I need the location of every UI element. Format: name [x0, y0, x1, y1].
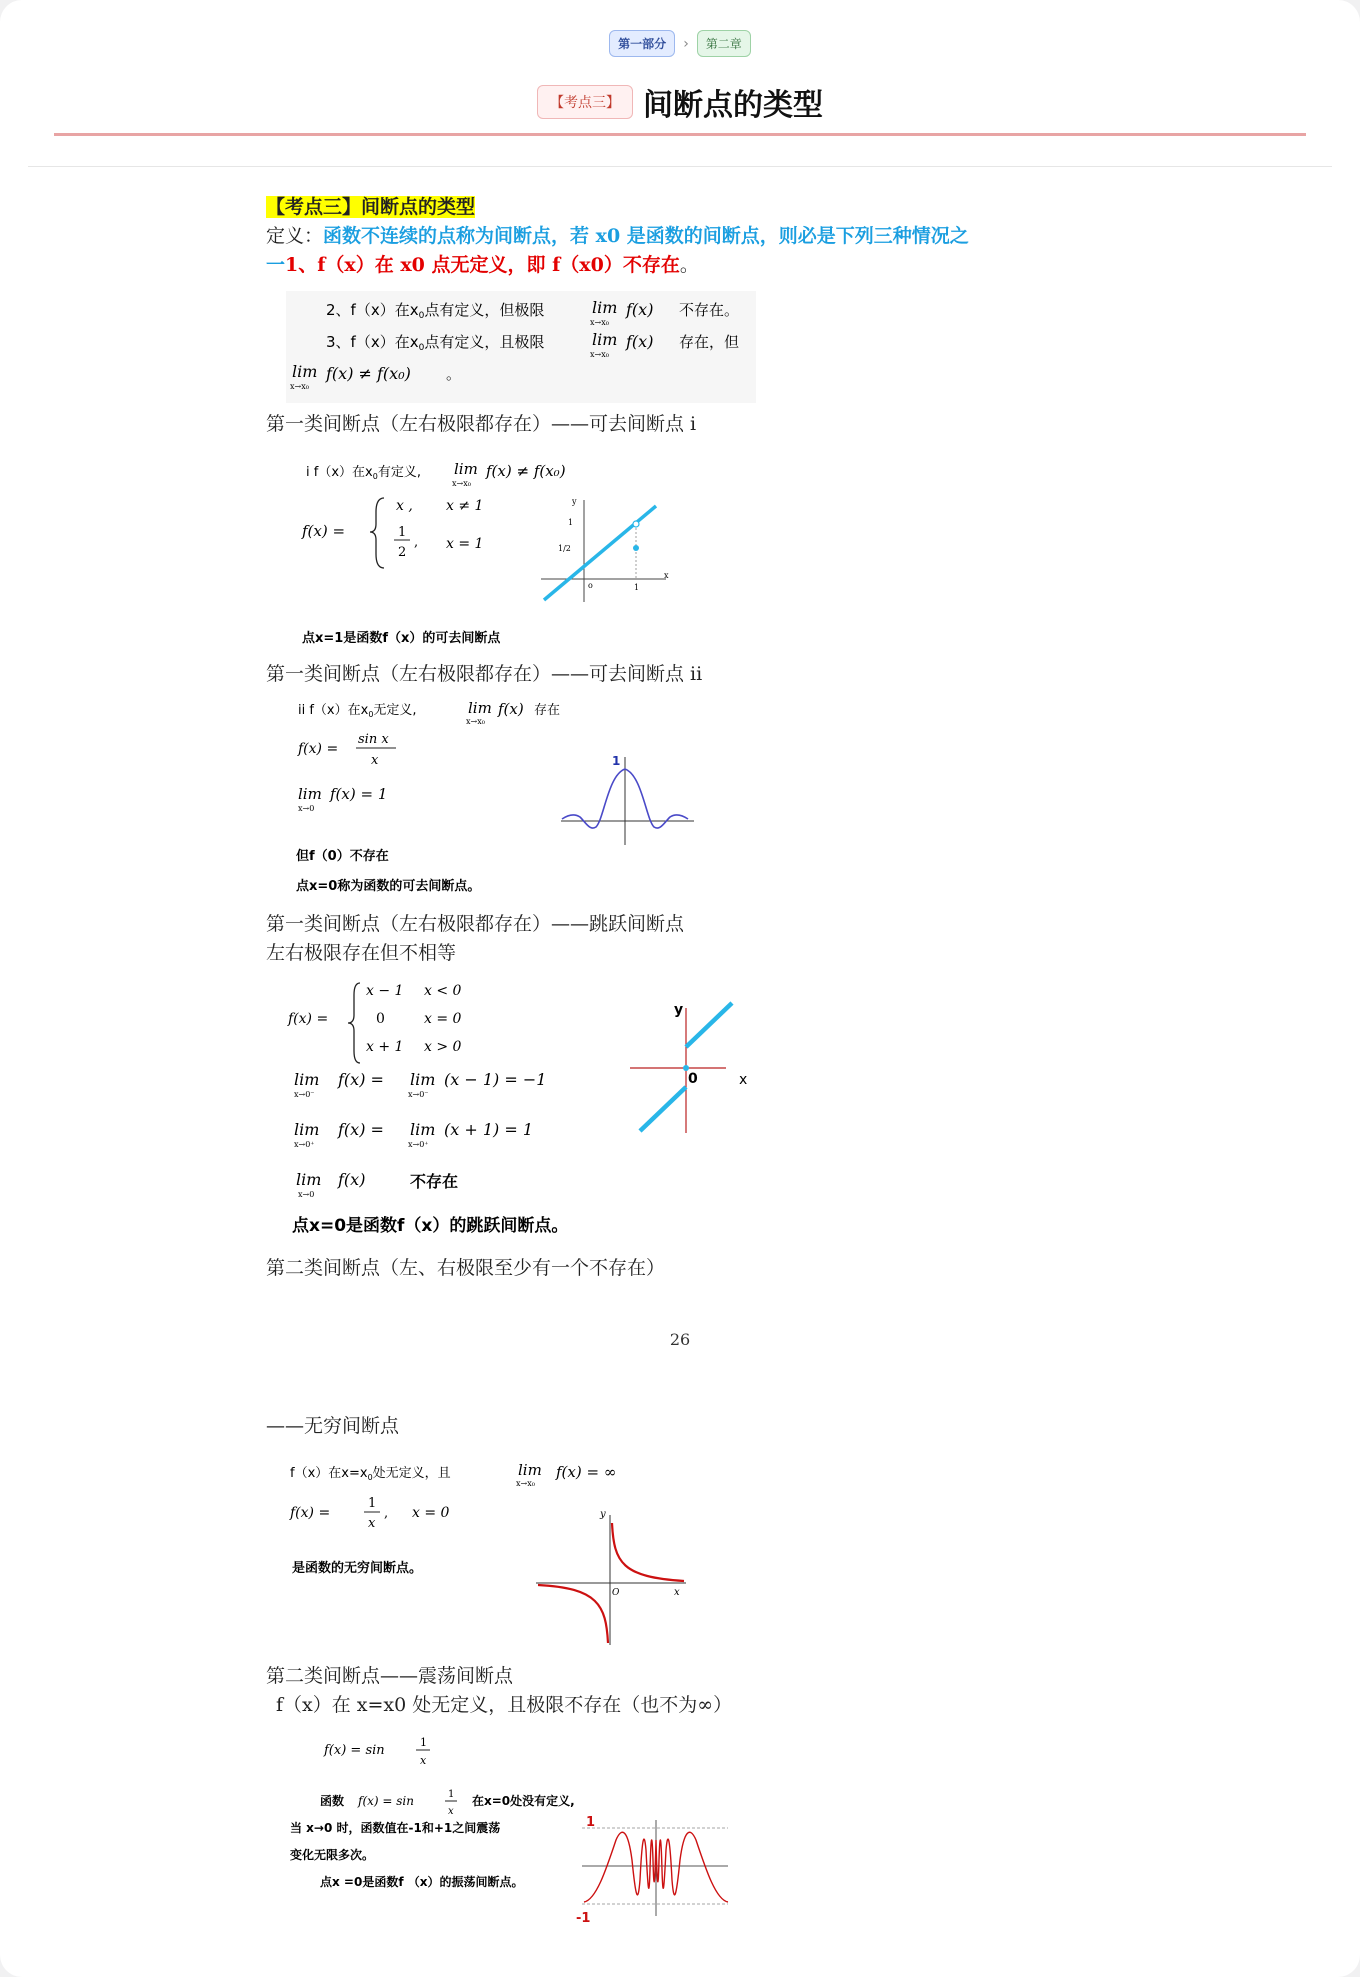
- fig1-hole-point: [633, 521, 639, 527]
- svg-text:lim: lim: [468, 699, 492, 717]
- svg-text:f(x): f(x): [338, 1170, 366, 1189]
- svg-text:1: 1: [420, 1736, 427, 1749]
- oscillating-discontinuity-figure: [286, 1730, 756, 1930]
- svg-text:f(x) = 1: f(x) = 1: [330, 785, 388, 803]
- svg-text:x: x: [368, 1516, 376, 1531]
- oscillating-heading-line: 第二类间断点——震荡间断点: [266, 1665, 514, 1687]
- svg-text:f(x) =: f(x) =: [288, 1011, 329, 1027]
- removable-discontinuity-figure-2: [286, 697, 706, 907]
- fig1-y-label: y: [572, 497, 577, 506]
- definition-text: 函数不连续的点称为间断点，若 x0 是函数的间断点，则必是下列三种情况之: [323, 225, 969, 247]
- svg-text:f(x) =: f(x) =: [290, 1505, 331, 1521]
- svg-text:lim: lim: [592, 330, 618, 349]
- svg-text:x = 0: x = 0: [424, 1011, 462, 1027]
- svg-text:x→0⁻: x→0⁻: [408, 1090, 429, 1099]
- fig4-lead-b: 处无定义，且: [372, 1466, 451, 1481]
- svg-text:x→0⁺: x→0⁺: [408, 1140, 429, 1149]
- svg-text:x→0⁺: x→0⁺: [294, 1140, 315, 1149]
- title-underline: [54, 133, 1306, 136]
- page-header: [0, 80, 1360, 124]
- fig3-origin: 0: [688, 1071, 698, 1087]
- section-heading-block: [266, 193, 1066, 280]
- jump-subheading: 左右极限存在但不相等: [266, 942, 457, 964]
- oscillating-discontinuity-heading: [266, 1662, 1066, 1720]
- second-kind-heading: 第二类间断点（左、右极限至少有一个不存在）: [266, 1257, 666, 1279]
- svg-text:lim: lim: [292, 362, 318, 381]
- breadcrumb-separator: ›: [683, 35, 689, 52]
- fig1-lead-b: 有定义,: [377, 465, 421, 480]
- svg-text:lim: lim: [294, 1120, 320, 1139]
- svg-text:f(x) =: f(x) =: [338, 1120, 384, 1139]
- svg-text:f(x) =: f(x) =: [298, 741, 339, 757]
- jump-discontinuity-figure: [284, 975, 764, 1245]
- fig2-lead-c: 存在: [534, 703, 561, 718]
- svg-text:。: 。: [446, 365, 462, 383]
- breadcrumb: [0, 30, 1360, 57]
- case2-text-a: 2、f（x）在x: [326, 301, 419, 319]
- svg-text:0: 0: [376, 1011, 385, 1027]
- svg-text:x < 0: x < 0: [424, 983, 462, 999]
- svg-text:f(x) =: f(x) =: [302, 522, 346, 540]
- svg-text:lim: lim: [410, 1120, 436, 1139]
- svg-text:x = 1: x = 1: [446, 536, 484, 552]
- svg-text:1: 1: [448, 1789, 455, 1800]
- highlighted-heading: 【考点三】间断点的类型: [266, 196, 476, 218]
- svg-text:x: x: [448, 1806, 454, 1817]
- svg-text:lim: lim: [410, 1070, 436, 1089]
- svg-text:x ≠ 1: x ≠ 1: [446, 498, 484, 514]
- svg-text:x→0⁻: x→0⁻: [294, 1090, 315, 1099]
- fig1-caption: 点x=1是函数f（x）的可去间断点: [302, 631, 501, 646]
- fig3-x-label: x: [739, 1072, 748, 1088]
- fig2-note2: 点x=0称为函数的可去间断点。: [296, 879, 481, 894]
- cases-figure: [286, 291, 756, 403]
- svg-text:x + 1: x + 1: [366, 1039, 404, 1055]
- svg-text:f(x): f(x): [626, 300, 654, 319]
- svg-text:3、f（x）在x0点有定义，且极限: 3、f（x）在$x_0$点有定义，且极限: [326, 333, 545, 353]
- fig4-lead: f（x）在x=x: [290, 1466, 368, 1481]
- page-number: 26: [669, 1330, 691, 1349]
- removable-discontinuity-figure-1: [286, 452, 706, 652]
- svg-text:f(x): f(x): [626, 332, 654, 351]
- svg-text:2: 2: [398, 545, 407, 560]
- svg-text:,: ,: [414, 535, 419, 550]
- page-title: 间断点的类型: [643, 88, 823, 123]
- svg-text:x→x₀: x→x₀: [590, 318, 609, 327]
- case3-text-a: 3、f（x）在x: [326, 333, 419, 351]
- svg-text:,: ,: [384, 1506, 389, 1521]
- fig4-origin: O: [612, 1588, 620, 1598]
- svg-text:2、f（x）在x0点有定义，但极限: 2、f（x）在$x_0$点有定义，但极限: [326, 301, 545, 321]
- svg-text:lim: lim: [296, 1170, 322, 1189]
- fig1-y-tick-1: 1: [568, 518, 574, 527]
- fig4-caption: 是函数的无穷间断点。: [292, 1561, 423, 1576]
- fig1-x-label: x: [664, 571, 669, 580]
- svg-text:f(x) = ∞: f(x) = ∞: [556, 1463, 617, 1481]
- svg-text:i f（x）在x0有定义,: i f（x）在$x_0$有定义,: [306, 465, 421, 481]
- section-tag: 【考点三】: [537, 85, 633, 119]
- fig2-peak-label: 1: [612, 754, 621, 768]
- jump-heading-line: 第一类间断点（左右极限都存在）——跳跃间断点: [266, 913, 685, 935]
- fig3-left-branch: [640, 1087, 686, 1131]
- breadcrumb-part[interactable]: 第一部分: [609, 30, 675, 57]
- fig2-note1: 但f（0）不存在: [296, 849, 389, 864]
- svg-text:lim: lim: [454, 460, 478, 478]
- fig1-defined-point: [633, 545, 639, 551]
- fig3-not-exist: 不存在: [410, 1172, 459, 1191]
- fig1-x-tick-1: 1: [634, 583, 640, 592]
- svg-text:x→x₀: x→x₀: [590, 350, 609, 359]
- removable-discontinuity-i-heading: 第一类间断点（左右极限都存在）——可去间断点 i: [266, 413, 697, 435]
- case2-text-b: 点有定义，但极限: [424, 301, 545, 319]
- svg-text:lim: lim: [298, 785, 322, 803]
- fig1-line-series: [544, 506, 656, 600]
- svg-text:1: 1: [368, 1496, 377, 1511]
- fig5-line1-a: 函数: [320, 1794, 345, 1808]
- svg-text:x→0: x→0: [298, 804, 315, 813]
- fig5-line3: 变化无限多次。: [290, 1848, 375, 1862]
- fig3-defined-point: [683, 1065, 689, 1071]
- definition-prefix: 一: [266, 254, 286, 276]
- fig4-y-label: y: [600, 1509, 606, 1520]
- svg-text:x→x₀: x→x₀: [452, 479, 471, 488]
- svg-text:(x + 1) = 1: (x + 1) = 1: [444, 1120, 534, 1139]
- case3-text-c: 存在，但: [679, 333, 740, 351]
- svg-text:x > 0: x > 0: [424, 1039, 462, 1055]
- fig5-top-label: 1: [586, 1815, 596, 1830]
- case2-text-c: 不存在。: [679, 301, 740, 319]
- fig5-line4: 点x =0是函数f （x）的振荡间断点。: [320, 1875, 524, 1889]
- jump-discontinuity-heading: [266, 910, 1066, 968]
- case-one-text: 1、f（x）在 x0 点无定义，即 f（x0）不存在: [285, 254, 680, 276]
- fig4-left-branch: [538, 1585, 608, 1643]
- fig1-y-tick-half: 1/2: [558, 544, 571, 553]
- svg-text:x→x₀: x→x₀: [290, 382, 309, 391]
- svg-text:x→x₀: x→x₀: [466, 717, 485, 726]
- fig5-line1-b: 在x=0处没有定义,: [472, 1794, 575, 1808]
- svg-text:f(x) = sin: f(x) = sin: [358, 1794, 414, 1808]
- fig4-x-label: x: [674, 1587, 680, 1598]
- fig4-right-branch: [612, 1523, 684, 1581]
- fig3-caption: 点x=0是函数f（x）的跳跃间断点。: [292, 1216, 569, 1236]
- svg-text:x: x: [371, 753, 379, 768]
- svg-text:x→0: x→0: [298, 1190, 315, 1199]
- svg-text:f(x) =: f(x) =: [338, 1070, 384, 1089]
- definition-label: 定义：: [266, 225, 324, 247]
- infinite-discontinuity-figure: [286, 1455, 706, 1650]
- svg-text:f(x) ≠ f(x₀): f(x) ≠ f(x₀): [486, 462, 566, 480]
- svg-text:x: x: [420, 1754, 427, 1767]
- svg-text:ii f（x）在x0无定义,: ii f（x）在$x_0$无定义,: [298, 703, 417, 719]
- svg-text:1: 1: [398, 525, 407, 540]
- oscillating-subheading: f（x）在 x=x0 处无定义，且极限不存在（也不为∞）: [276, 1694, 733, 1716]
- svg-text:sin x: sin x: [358, 732, 389, 747]
- fig1-lead: i f（x）在x: [306, 465, 373, 480]
- svg-text:f(x): f(x): [498, 700, 524, 718]
- svg-text:x ,: x ,: [396, 498, 413, 514]
- fig5-line2: 当 x→0 时，函数值在-1和+1之间震荡: [290, 1821, 501, 1835]
- infinite-discontinuity-heading: ——无穷间断点: [266, 1415, 400, 1437]
- fig2-lead: ii f（x）在x: [298, 703, 369, 718]
- removable-discontinuity-ii-heading: 第一类间断点（左右极限都存在）——可去间断点 ii: [266, 663, 703, 685]
- svg-text:lim: lim: [518, 1461, 542, 1479]
- fig2-lead-b: 无定义,: [373, 703, 417, 718]
- svg-text:x − 1: x − 1: [366, 983, 404, 999]
- svg-text:f(x) ≠ f(x₀): f(x) ≠ f(x₀): [326, 364, 411, 383]
- fig1-origin: o: [588, 581, 593, 590]
- case3-text-b: 点有定义，且极限: [424, 333, 545, 351]
- case-one-end: 。: [679, 254, 699, 276]
- fig3-right-branch: [686, 1003, 732, 1047]
- svg-text:lim: lim: [592, 298, 618, 317]
- svg-text:lim: lim: [294, 1070, 320, 1089]
- svg-text:(x − 1) = −1: (x − 1) = −1: [444, 1070, 547, 1089]
- svg-text:f(x) = sin: f(x) = sin: [324, 1743, 385, 1758]
- svg-text:f（x）在x=x0处无定义，且: f（x）在$x=x_0$处无定义，且: [290, 1466, 451, 1482]
- header-divider: [28, 166, 1332, 167]
- svg-text:x = 0: x = 0: [412, 1505, 450, 1521]
- fig5-bottom-label: -1: [576, 1911, 591, 1926]
- breadcrumb-chapter[interactable]: 第二章: [697, 30, 751, 57]
- fig3-y-label: y: [674, 1002, 684, 1018]
- svg-text:x→x₀: x→x₀: [516, 1479, 535, 1488]
